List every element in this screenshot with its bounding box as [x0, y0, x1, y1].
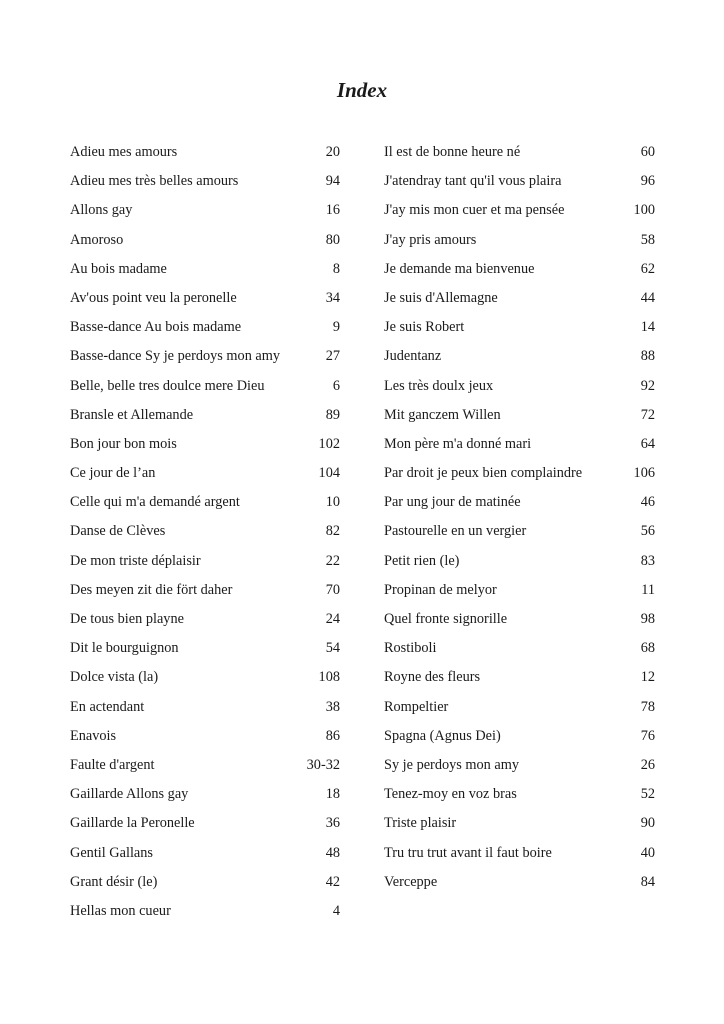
index-entry: [384, 432, 655, 461]
index-entry: [70, 198, 340, 227]
entry-page-number: 14: [640, 319, 655, 336]
entry-title: Sy je perdoys mon amy: [384, 756, 520, 773]
entry-title: Gaillarde Allons gay: [70, 786, 189, 803]
entry-title: Faulte d'argent: [70, 756, 155, 773]
index-entry: [70, 403, 340, 432]
entry-title: Mon père m'a donné mari: [384, 435, 532, 452]
entry-title: Mit ganczem Willen: [384, 406, 501, 423]
index-entry: [384, 782, 655, 811]
index-entry: [70, 899, 340, 928]
entry-title: Basse-dance Au bois madame: [70, 319, 242, 336]
entry-page-number: 24: [325, 611, 340, 627]
entry-title: Belle, belle tres doulce mere Dieu: [70, 377, 265, 394]
entry-page-number: 40: [640, 844, 655, 861]
index-entry: [384, 665, 655, 694]
index-entry: [384, 490, 655, 519]
entry-page-number: 11: [641, 581, 655, 598]
index-entry: [70, 607, 340, 636]
entry-title: Amoroso: [70, 231, 124, 248]
index-entry: [384, 140, 655, 169]
entry-page-number: 48: [325, 844, 340, 861]
entry-page-number: 84: [640, 873, 655, 890]
entry-page-number: 104: [318, 465, 340, 482]
index-entry: [70, 636, 340, 665]
entry-title: Hellas mon cueur: [70, 902, 171, 919]
entry-page-number: 60: [640, 144, 655, 160]
index-entry: [70, 490, 340, 519]
index-entry: [384, 257, 655, 286]
index-entry: [70, 549, 340, 578]
page-title: Index: [336, 78, 388, 102]
entry-page-number: 100: [633, 202, 655, 219]
entry-title: Quel fronte signorille: [384, 611, 508, 627]
entry-title: Pastourelle en un vergier: [384, 523, 527, 540]
entry-page-number: 68: [640, 640, 655, 657]
index-entry: [384, 315, 655, 344]
index-entry: [384, 228, 655, 257]
entry-page-number: 78: [640, 698, 655, 715]
entry-page-number: 36: [325, 815, 340, 832]
index-entry: [70, 782, 340, 811]
entry-title: Av'ous point veu la peronelle: [70, 289, 237, 306]
entry-page-number: 92: [640, 377, 655, 394]
entry-page-number: 34: [325, 289, 340, 306]
entry-title: Les très doulx jeux: [384, 377, 494, 394]
entry-title: Grant désir (le): [70, 873, 158, 890]
index-entry: [70, 753, 340, 782]
entry-page-number: 82: [325, 523, 340, 540]
entry-title: Bon jour bon mois: [70, 435, 177, 452]
entry-page-number: 38: [325, 698, 340, 715]
index-entry: [384, 461, 655, 490]
index-entry: [70, 870, 340, 899]
entry-title: En actendant: [70, 698, 145, 715]
index-entry: [384, 198, 655, 227]
entry-title: Verceppe: [384, 873, 438, 890]
entry-title: Judentanz: [384, 348, 442, 365]
entry-title: Allons gay: [70, 202, 133, 219]
index-entry: [70, 432, 340, 461]
index-entry: [384, 578, 655, 607]
entry-title: Par ung jour de matinée: [384, 494, 521, 511]
entry-page-number: 16: [325, 202, 340, 219]
index-entry: [384, 519, 655, 548]
entry-page-number: 64: [640, 435, 655, 452]
entry-page-number: 76: [640, 727, 655, 744]
entry-page-number: 108: [318, 669, 340, 686]
index-entry: [70, 578, 340, 607]
entry-page-number: 90: [640, 815, 655, 832]
entry-page-number: 58: [640, 231, 655, 248]
entry-title: Il est de bonne heure né: [384, 144, 521, 160]
index-entry: [384, 811, 655, 840]
entry-page-number: 62: [640, 260, 655, 277]
entry-title: Dit le bourguignon: [70, 640, 179, 657]
entry-title: Ce jour de l’an: [70, 465, 156, 482]
entry-page-number: 56: [640, 523, 655, 540]
entry-page-number: 9: [332, 319, 340, 336]
index-entry: [70, 519, 340, 548]
entry-page-number: 12: [640, 669, 655, 686]
index-entry: [384, 724, 655, 753]
entry-title: Gentil Gallans: [70, 844, 153, 861]
entry-title: Adieu mes très belles amours: [70, 173, 239, 190]
entry-title: Petit rien (le): [384, 552, 460, 569]
index-entry: [384, 636, 655, 665]
entry-title: Rostiboli: [384, 640, 437, 657]
index-entry: [70, 461, 340, 490]
index-entry: [70, 228, 340, 257]
entry-page-number: 26: [640, 756, 655, 773]
entry-title: De tous bien playne: [70, 611, 184, 627]
entry-page-number: 46: [640, 494, 655, 511]
index-entry: [70, 315, 340, 344]
entry-page-number: 80: [325, 231, 340, 248]
entry-title: Je suis d'Allemagne: [384, 289, 498, 306]
entry-page-number: 10: [325, 494, 340, 511]
entry-title: J'ay pris amours: [384, 231, 477, 248]
entry-page-number: 27: [325, 348, 340, 365]
entry-title: Spagna (Agnus Dei): [384, 727, 501, 744]
entry-page-number: 6: [332, 377, 340, 394]
index-entry: [384, 753, 655, 782]
entry-page-number: 4: [332, 902, 340, 919]
entry-page-number: 18: [325, 786, 340, 803]
entry-title: J'atendray tant qu'il vous plaira: [384, 173, 562, 190]
index-entry: [384, 549, 655, 578]
entry-title: Basse-dance Sy je perdoys mon amy: [70, 348, 281, 365]
entry-page-number: 94: [325, 173, 340, 190]
entry-page-number: 42: [325, 873, 340, 890]
entry-title: Celle qui m'a demandé argent: [70, 494, 240, 511]
entry-page-number: 54: [325, 640, 340, 657]
index-entry: [70, 665, 340, 694]
entry-title: Je suis Robert: [384, 319, 465, 336]
entry-title: Gaillarde la Peronelle: [70, 815, 195, 832]
entry-title: J'ay mis mon cuer et ma pensée: [384, 202, 565, 219]
index-entry: [384, 607, 655, 636]
entry-title: Enavois: [70, 727, 117, 744]
index-entry: [70, 257, 340, 286]
entry-page-number: 102: [318, 435, 340, 452]
index-entry: [384, 870, 655, 899]
entry-title: Danse de Clèves: [70, 523, 166, 540]
index-entry: [70, 286, 340, 315]
index-column-left: [70, 140, 340, 928]
entry-title: Je demande ma bienvenue: [384, 260, 535, 277]
index-entry: [70, 841, 340, 870]
entry-page-number: 86: [325, 727, 340, 744]
entry-page-number: 30-32: [306, 756, 340, 773]
index-entry: [384, 374, 655, 403]
entry-title: Des meyen zit die fört daher: [70, 581, 233, 598]
entry-title: Tenez-moy en voz bras: [384, 786, 517, 803]
index-entry: [70, 695, 340, 724]
entry-page-number: 96: [640, 173, 655, 190]
entry-page-number: 20: [325, 144, 340, 160]
index-entry: [70, 374, 340, 403]
entry-title: Rompeltier: [384, 698, 449, 715]
entry-title: Dolce vista (la): [70, 669, 159, 686]
entry-page-number: 89: [325, 406, 340, 423]
index-entry: [70, 344, 340, 373]
entry-title: Au bois madame: [70, 260, 167, 277]
entry-page-number: 106: [633, 465, 655, 482]
index-entry: [384, 169, 655, 198]
entry-page-number: 83: [640, 552, 655, 569]
index-entry: [384, 286, 655, 315]
index-entry: [384, 344, 655, 373]
index-column-right: [384, 140, 655, 899]
entry-page-number: 88: [640, 348, 655, 365]
index-entry: [70, 724, 340, 753]
entry-title: Propinan de melyor: [384, 581, 497, 598]
entry-page-number: 52: [640, 786, 655, 803]
entry-page-number: 22: [325, 552, 340, 569]
entry-page-number: 44: [640, 289, 655, 306]
index-entry: [384, 695, 655, 724]
entry-title: Tru tru trut avant il faut boire: [384, 844, 552, 861]
entry-title: Par droit je peux bien complaindre: [384, 465, 583, 482]
index-entry: [384, 841, 655, 870]
index-entry: [70, 811, 340, 840]
entry-title: Adieu mes amours: [70, 144, 178, 160]
index-entry: [384, 403, 655, 432]
entry-page-number: 98: [640, 611, 655, 627]
entry-title: De mon triste déplaisir: [70, 552, 201, 569]
index-entry: [70, 169, 340, 198]
entry-page-number: 70: [325, 581, 340, 598]
entry-page-number: 8: [332, 260, 340, 277]
entry-title: Bransle et Allemande: [70, 406, 194, 423]
entry-page-number: 72: [640, 406, 655, 423]
index-entry: [70, 140, 340, 169]
entry-title: Triste plaisir: [384, 815, 457, 832]
entry-title: Royne des fleurs: [384, 669, 481, 686]
